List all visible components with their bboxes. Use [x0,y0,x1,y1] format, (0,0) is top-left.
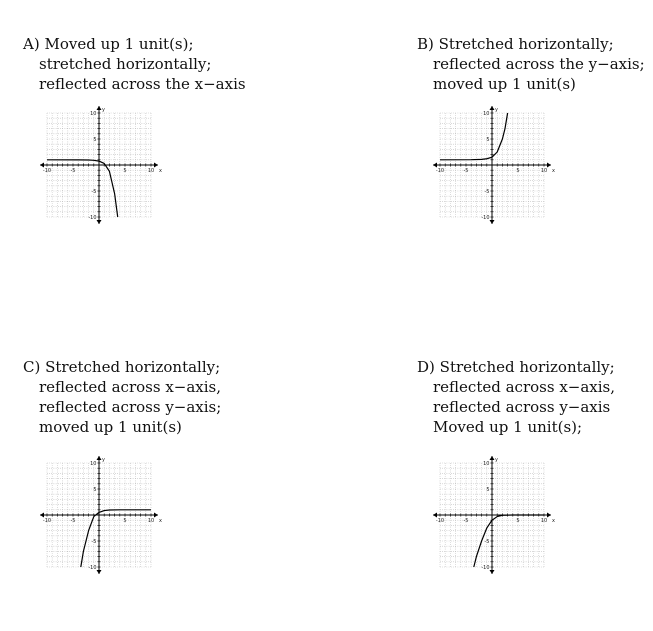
x-tick-label: -5 [70,168,76,174]
x-axis-label: x [552,168,555,174]
y-tick-label: 10 [483,461,490,467]
option-c-line-2: reflected across x−axis, [39,378,222,396]
y-tick-label: -10 [481,565,490,571]
x-tick-label: 10 [147,168,155,174]
option-c [23,357,221,437]
option-c-line-3: reflected across y−axis; [39,398,222,416]
y-axis-bottom-arrow [490,570,495,574]
y-axis-bottom-arrow [490,220,495,224]
x-axis-left-arrow [40,513,44,518]
x-axis-right-arrow [154,513,158,518]
graph-c [41,458,166,576]
x-axis-label: x [159,518,162,524]
option-d-line-4: Moved up 1 unit(s); [433,418,583,436]
option-b [417,34,645,94]
x-tick-label: -5 [463,168,469,174]
option-d-line-3: reflected across y−axis [433,398,611,416]
y-tick-label: 5 [486,487,490,493]
y-axis-label: y [102,107,105,113]
y-axis-label: y [495,457,498,463]
graph-svg [434,458,559,576]
y-tick-label: -5 [91,189,97,195]
y-axis-label: y [102,457,105,463]
x-axis-left-arrow [433,513,437,518]
y-tick-label: -5 [484,539,490,545]
option-d-line-1: D) Stretched horizontally; [417,358,615,376]
x-tick-label: -10 [42,168,52,174]
x-tick-label: 5 [516,518,520,524]
y-tick-label: 10 [90,111,97,117]
y-tick-label: -5 [484,189,490,195]
graph-b [434,108,559,226]
option-c-line-1: C) Stretched horizontally; [23,358,221,376]
y-axis-top-arrow [97,456,102,460]
y-tick-label: -10 [88,215,97,221]
option-d [417,357,615,437]
x-tick-label: 5 [123,518,127,524]
option-a-line-3: reflected across the x−axis [39,75,246,93]
y-tick-label: -10 [481,215,490,221]
x-axis-right-arrow [154,163,158,168]
x-axis-left-arrow [433,163,437,168]
x-tick-label: 5 [516,168,520,174]
x-axis-label: x [159,168,162,174]
option-a-line-1: A) Moved up 1 unit(s); [23,35,194,53]
x-axis-right-arrow [547,163,551,168]
graph-svg [41,108,166,226]
option-a [23,34,246,94]
y-tick-label: -5 [91,539,97,545]
graph-d [434,458,559,576]
x-tick-label: 5 [123,168,127,174]
x-axis-label: x [552,518,555,524]
graph-a [41,108,166,226]
y-tick-label: 10 [90,461,97,467]
y-tick-label: 10 [483,111,490,117]
y-axis-bottom-arrow [97,220,102,224]
x-axis-right-arrow [547,513,551,518]
x-tick-label: 10 [540,518,548,524]
y-tick-label: 5 [93,487,97,493]
x-tick-label: 10 [147,518,155,524]
x-tick-label: 10 [540,168,548,174]
y-tick-label: 5 [93,137,97,143]
y-tick-label: 5 [486,137,490,143]
x-tick-label: -10 [42,518,52,524]
y-axis-top-arrow [490,106,495,110]
x-tick-label: -10 [435,168,445,174]
y-axis-top-arrow [490,456,495,460]
graph-svg [434,108,559,226]
option-b-line-2: reflected across the y−axis; [433,55,645,73]
option-c-line-4: moved up 1 unit(s) [39,418,182,436]
option-b-line-3: moved up 1 unit(s) [433,75,576,93]
y-tick-label: -10 [88,565,97,571]
y-axis-bottom-arrow [97,570,102,574]
graph-svg [41,458,166,576]
x-tick-label: -5 [463,518,469,524]
x-axis-left-arrow [40,163,44,168]
y-axis-label: y [495,107,498,113]
option-b-line-1: B) Stretched horizontally; [417,35,614,53]
y-axis-top-arrow [97,106,102,110]
option-a-line-2: stretched horizontally; [39,55,212,73]
x-tick-label: -10 [435,518,445,524]
option-d-line-2: reflected across x−axis, [433,378,616,396]
x-tick-label: -5 [70,518,76,524]
